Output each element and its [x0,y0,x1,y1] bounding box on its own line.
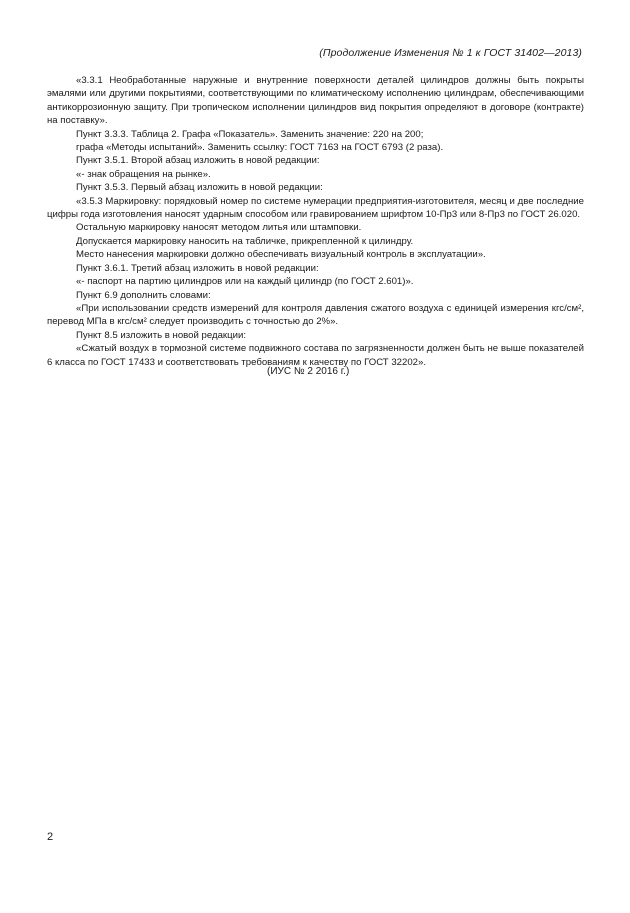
paragraph: «3.3.1 Необработанные наружные и внутренние поверхности деталей цилиндров должны быть покрыты эмалями или другими покрытиями, соответствующими по климатическому исполнению цилиндрам, обеспечивающими антикоррозионную защиту. При тропическом исполнении цилиндров вид покрытия определяют в договоре (контракте) на поставку». [47,75,584,127]
paragraph: Пункт 3.5.3. Первый абзац изложить в новой редакции: [76,182,323,194]
page-header: (Продолжение Изменения № 1 к ГОСТ 31402—2013) [319,47,582,59]
paragraph: «- знак обращения на рынке». [76,168,211,180]
paragraph: «Сжатый воздух в тормозной системе подвижного состава по загрязненности должен быть не выше показателей 6 класса по ГОСТ 17433 и соответствовать требованиям к качеству по ГОСТ 32202». [47,343,584,368]
paragraph: «- паспорт на партию цилиндров или на каждый цилиндр (по ГОСТ 2.601)». [76,276,414,288]
paragraph: «При использовании средств измерений для контроля давления сжатого воздуха с единицей измерения кгс/см², перевод МПа в кгс/см² следует производить с точностью до 2%». [47,302,584,328]
page-number: 2 [47,831,54,843]
ius-reference: (ИУС № 2 2016 г.) [267,366,350,377]
paragraph: «3.5.3 Маркировку: порядковый номер по системе нумерации предприятия-изготовителя, месяц и две последние цифры года изготовления наносят ударным способом или гравированием шрифтом 10-Пр3 или 8-Пр3 по ГОСТ 26.020. [47,195,584,221]
paragraph: Пункт 3.5.1. Второй абзац изложить в новой редакции: [76,155,320,167]
paragraph: Допускается маркировку наносить на табличке, прикрепленной к цилиндру. [76,235,414,247]
paragraph: Пункт 8.5 изложить в новой редакции: [76,329,246,341]
paragraph: Пункт 3.3.3. Таблица 2. Графа «Показатель». Заменить значение: 220 на 200; [76,128,424,140]
paragraph: графа «Методы испытаний». Заменить ссылку: ГОСТ 7163 на ГОСТ 6793 (2 раза). [76,142,444,154]
paragraph: Пункт 6.9 дополнить словами: [76,289,211,301]
paragraph: Место нанесения маркировки должно обеспечивать визуальный контроль в эксплуатации». [76,249,486,261]
document-body [47,74,584,369]
paragraph: Пункт 3.6.1. Третий абзац изложить в новой редакции: [76,262,319,274]
paragraph: Остальную маркировку наносят методом литья или штамповки. [76,222,362,234]
